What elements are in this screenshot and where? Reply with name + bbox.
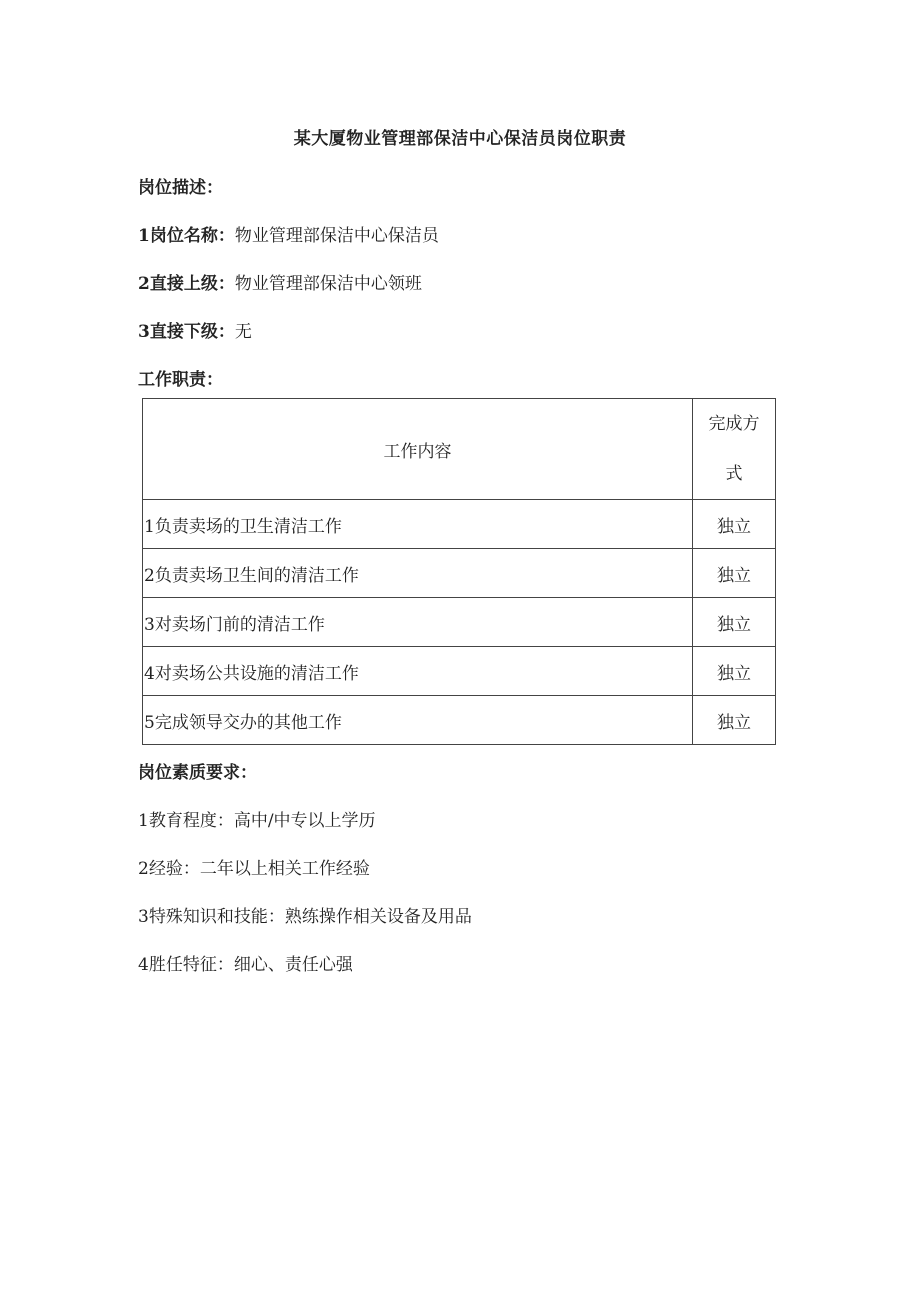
row-content: 4对卖场公共设施的清洁工作 [143,647,693,696]
requirement-traits: 4胜任特征：细心、责任心强 [138,955,353,975]
row-content: 3对卖场门前的清洁工作 [143,598,693,647]
direct-superior-value: 物业管理部保洁中心领班 [234,274,422,294]
row-content: 5完成领导交办的其他工作 [143,696,693,745]
row-mode: 独立 [693,598,776,647]
description-heading: 岗位描述： [138,178,223,198]
requirements-heading: 岗位素质要求： [138,763,257,783]
direct-subordinate-value: 无 [234,322,252,342]
row-mode: 独立 [693,549,776,598]
header-mode-line2: 式 [725,464,743,484]
table-row [143,647,776,696]
header-mode [693,399,776,500]
direct-subordinate-line [138,317,252,342]
table-row [143,598,776,647]
direct-superior-label: 2直接上级： [138,274,235,294]
duties-heading: 工作职责： [138,370,223,390]
position-name-label: 1岗位名称： [138,226,235,246]
row-mode: 独立 [693,500,776,549]
row-mode: 独立 [693,696,776,745]
requirement-education: 1教育程度：高中/中专以上学历 [138,811,376,831]
table-header-row [143,399,776,500]
header-mode-line1: 完成方 [708,414,760,434]
position-name-line [138,221,439,246]
duties-table [142,398,776,745]
row-content: 1负责卖场的卫生清洁工作 [143,500,693,549]
direct-superior-line [138,269,422,294]
direct-subordinate-label: 3直接下级： [138,322,235,342]
row-mode: 独立 [693,647,776,696]
requirement-experience: 2经验：二年以上相关工作经验 [138,859,370,879]
header-content: 工作内容 [143,399,693,500]
table-row [143,696,776,745]
requirement-skills: 3特殊知识和技能：熟练操作相关设备及用品 [138,907,472,927]
page-title: 某大厦物业管理部保洁中心保洁员岗位职责 [293,129,627,149]
position-name-value: 物业管理部保洁中心保洁员 [234,226,439,246]
table-row [143,500,776,549]
row-content: 2负责卖场卫生间的清洁工作 [143,549,693,598]
table-row [143,549,776,598]
